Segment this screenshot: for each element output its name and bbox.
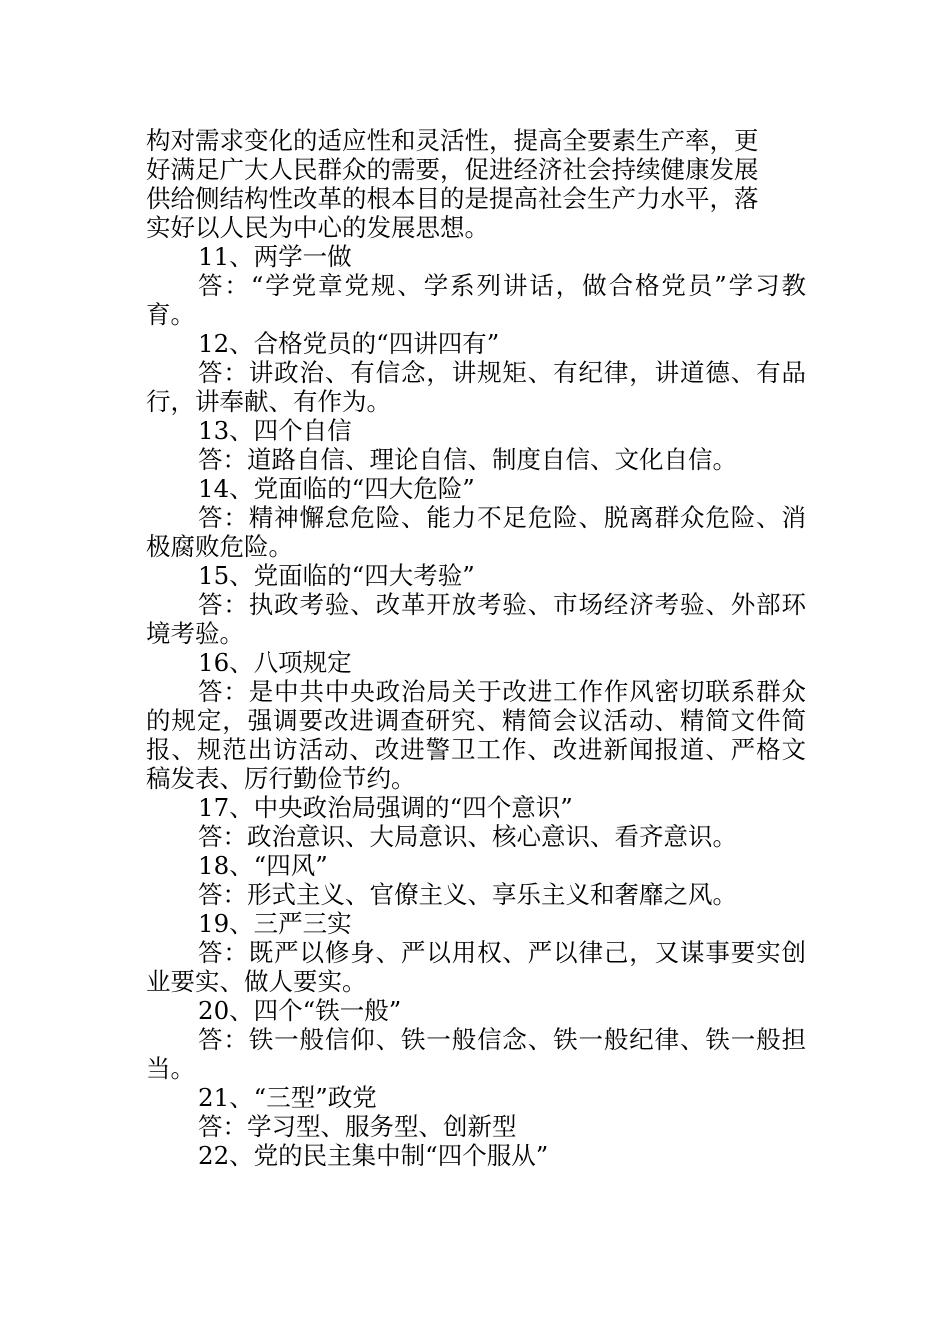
item-heading: 12、合格党员的“四讲四有” xyxy=(198,329,500,358)
item-heading: 18、“四风” xyxy=(198,851,328,880)
item-answer: 答：执政考验、改革开放考验、市场经济考验、外部环境考验。 xyxy=(146,590,806,648)
item-heading: 16、八项规定 xyxy=(198,648,352,677)
item-answer: 答：讲政治、有信念，讲规矩、有纪律，讲道德、有品行，讲奉献、有作为。 xyxy=(146,358,806,416)
item-answer: 答：“学党章党规、学系列讲话，做合格党员”学习教育。 xyxy=(146,271,806,329)
item-answer: 答：形式主义、官僚主义、享乐主义和奢靡之风。 xyxy=(198,880,737,909)
intro-line: 实好以人民为中心的发展思想。 xyxy=(146,213,489,242)
item-answer: 答：精神懈怠危险、能力不足危险、脱离群众危险、消极腐败危险。 xyxy=(146,503,806,561)
item-answer: 答：既严以修身、严以用权、严以律己，又谋事要实创业要实、做人要实。 xyxy=(146,938,806,996)
item-answer: 答：道路自信、理论自信、制度自信、文化自信。 xyxy=(198,445,737,474)
item-heading: 19、三严三实 xyxy=(198,909,352,938)
item-answer: 答：学习型、服务型、创新型 xyxy=(198,1112,517,1141)
intro-line: 好满足广大人民群众的需要，促进经济社会持续健康发展 xyxy=(146,155,759,184)
item-heading: 14、党面临的“四大危险” xyxy=(198,474,475,503)
item-heading: 20、四个“铁一般” xyxy=(198,996,402,1025)
item-heading: 22、党的民主集中制“四个服从” xyxy=(198,1141,549,1170)
item-answer: 答：是中共中央政治局关于改进工作作风密切联系群众的规定，强调要改进调查研究、精简会议活动、精简文件简报、规范出访活动、改进警卫工作、改进新闻报道、严格文稿发表、厉行勤俭节约。 xyxy=(146,677,806,793)
item-heading: 13、四个自信 xyxy=(198,416,352,445)
intro-line: 构对需求变化的适应性和灵活性，提高全要素生产率，更 xyxy=(146,126,759,155)
item-answer: 答：政治意识、大局意识、核心意识、看齐意识。 xyxy=(198,822,737,851)
item-heading: 15、党面临的“四大考验” xyxy=(198,561,475,590)
intro-line: 供给侧结构性改革的根本目的是提高社会生产力水平，落 xyxy=(146,184,759,213)
document-body xyxy=(146,126,806,1170)
item-heading: 21、“三型”政党 xyxy=(198,1083,377,1112)
item-answer: 答：铁一般信仰、铁一般信念、铁一般纪律、铁一般担当。 xyxy=(146,1025,806,1083)
item-heading: 11、两学一做 xyxy=(198,242,352,271)
item-heading: 17、中央政治局强调的“四个意识” xyxy=(198,793,573,822)
